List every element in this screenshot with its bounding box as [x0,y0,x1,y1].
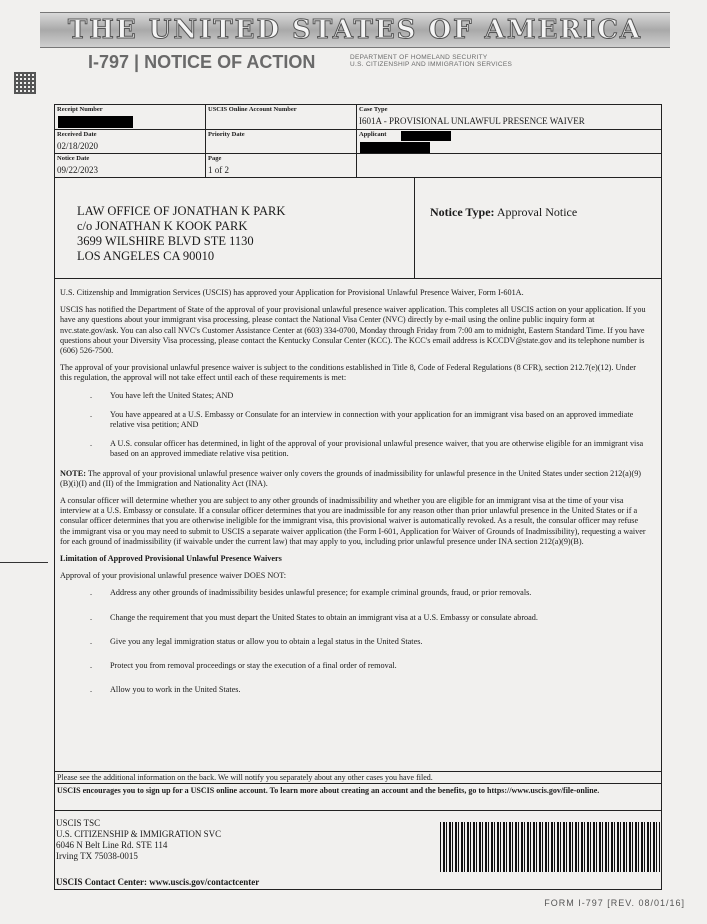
address-line: LAW OFFICE OF JONATHAN K PARK [77,204,286,218]
case-type-value: I601A - PROVISIONAL UNLAWFUL PRESENCE WAIVER [359,116,585,126]
notice-type [430,205,577,220]
fold-mark [0,562,48,563]
limitation-item: . Protect you from removal proceedings or stay the execution of a final order of removal. [60,661,648,671]
paragraph: A consular officer will determine whether you are subject to any other grounds of inadmissibility and whether you are eligible for an immigrant visa at the time of your visa interview at a U.S. Embassy or consulate. If a consular officer determines that you are inadmissible for any reason other than prior unlawful presence in the United States or if a consular officer determines that you are otherwise ineligible for the immigrant visa, this provisional waiver is automatically revoked. As a result, the consular officer may refuse the immigrant visa or you may need to submit to USCIS a separate waiver application (the Form I-601, Application for Waiver of Grounds of Inadmissibility), requesting a waiver for each ground of inadmissibility (if waivable under the current law) that may apply to you, including prior unlawful presence under INA section 212(a)(9)(B). [60,496,646,546]
notice-date-label: Notice Date [57,155,90,162]
limitation-item: . Address any other grounds of inadmissibility besides unlawful presence; for example criminal grounds, fraud, or prior removals. [60,588,648,598]
mailing-address [77,204,285,264]
paragraph: The approval of your provisional unlawful presence waiver is subject to the conditions established in Title 8, Code of Federal Regulations (8 CFR), section 212.7(e)(12). Under this regulation, the approval will not take effect until each of these requirements is met: [60,363,636,383]
address-line: 3699 WILSHIRE BLVD STE 1130 [77,234,254,248]
receipt-label: Receipt Number [57,106,103,113]
notice-type-label: Notice Type: [430,205,495,219]
online-account-message: USCIS encourages you to sign up for a USCIS online account. To learn more about creating an account and the benefits, go to https://www.uscis.gov/file-online. [57,786,600,795]
page-value: 1 of 2 [208,165,229,175]
requirement-item: . A U.S. consular officer has determined, in light of the approval of your provisional unlawful presence waiver, that you are otherwise eligible for an immigrant visa based on an approved immediate relative visa petition. [60,439,648,459]
online-account-cell [205,104,357,130]
page-cell [205,153,357,178]
office-address [56,818,221,862]
online-account-label: USCIS Online Account Number [208,106,297,113]
office-line: Irving TX 75038-0015 [56,851,138,861]
receipt-cell [54,104,206,130]
office-line: 6046 N Belt Line Rd. STE 114 [56,840,168,850]
notice-type-value: Approval Notice [496,205,578,219]
note-paragraph [60,469,648,489]
encourage-box [54,783,662,811]
notice-body [60,288,648,704]
banner-text: THE UNITED STATES OF AMERICA [67,15,643,45]
form-title: I-797 | NOTICE OF ACTION [88,52,316,72]
notice-date-cell [54,153,206,178]
form-number: FORM I-797 [REV. 08/01/16] [544,898,685,908]
priority-cell [205,129,357,154]
limitation-item: . Allow you to work in the United States. [60,685,648,695]
office-line: USCIS TSC [56,818,101,828]
applicant-label: Applicant [359,131,387,138]
limitation-heading-text: Limitation of Approved Provisional Unlawful Presence Waivers [60,554,282,564]
limitation-item: . Change the requirement that you must depart the United States to obtain an immigrant visa at a U.S. Embassy or consulate abroad. [60,613,648,623]
priority-label: Priority Date [208,131,245,138]
case-type-label: Case Type [359,106,388,113]
paragraph: U.S. Citizenship and Immigration Services (USCIS) has approved your Application for Provisional Unlawful Presence Waiver, Form I-601A. [60,288,524,297]
notice-date-value: 09/22/2023 [57,165,99,175]
requirement-item: . You have left the United States; AND [60,391,648,401]
address-line: c/o JONATHAN K KOOK PARK [77,219,248,233]
redaction [360,142,430,153]
footer-note: Please see the additional information on the back. We will notify you separately about any other cases you have filed. [57,773,433,782]
note-label: NOTE: [60,468,86,478]
requirement-item: . You have appeared at a U.S. Embassy or Consulate for an interview in connection with your application for an immigrant visa based on an approved immediate relative visa petition; AND [60,410,648,430]
case-type-cell [356,104,662,130]
banner [40,12,670,48]
paragraph: USCIS has notified the Department of State of the approval of your provisional unlawful presence waiver application. This completes all USCIS action on your application. If you have any questions about your immigrant visa processing, please contact the National Visa Center (NVC) directly by e-mail using the online public inquiry form at nvc.state.gov/ask. You can also call NVC's Customer Assistance Center at (603) 334-0700, Monday through Friday from 7:00 am to midnight, Eastern Standard Time. If you have questions about your Diversity Visa processing, please contact the Kentucky Consular Center (KCC). The KCC's email address is KCCDV@state.gov and its telephone number is (606) 526-7500. [60,305,646,356]
empty-cell [356,153,662,178]
contact-center: USCIS Contact Center: www.uscis.gov/contactcenter [56,877,260,887]
dept-line-2: U.S. CITIZENSHIP AND IMMIGRATION SERVICES [350,61,513,68]
office-line: U.S. CITIZENSHIP & IMMIGRATION SVC [56,829,222,839]
applicant-cell [356,129,662,154]
received-value: 02/18/2020 [57,141,99,151]
received-cell [54,129,206,154]
received-label: Received Date [57,131,97,138]
limitation-item: . Give you any legal immigration status or allow you to obtain a legal status in the United States. [60,637,648,647]
address-line: LOS ANGELES CA 90010 [77,249,215,263]
department-label [350,54,512,68]
notice-type-box [414,177,662,279]
dept-line-1: DEPARTMENT OF HOMELAND SECURITY [350,54,488,61]
note-text: The approval of your provisional unlawful presence waiver only covers the grounds of inadmissibility for unlawful presence in the United States under section 212(a)(9)(B)(i)(I) and (II) of the Immigration and Nationality Act (INA). [60,468,642,488]
page-label: Page [208,155,222,162]
qr-code-icon [14,72,36,94]
redaction [401,131,451,141]
limitation-heading [60,554,648,564]
redaction [58,116,133,128]
limitation-intro: Approval of your provisional unlawful presence waiver DOES NOT: [60,571,287,581]
barcode [440,822,660,872]
